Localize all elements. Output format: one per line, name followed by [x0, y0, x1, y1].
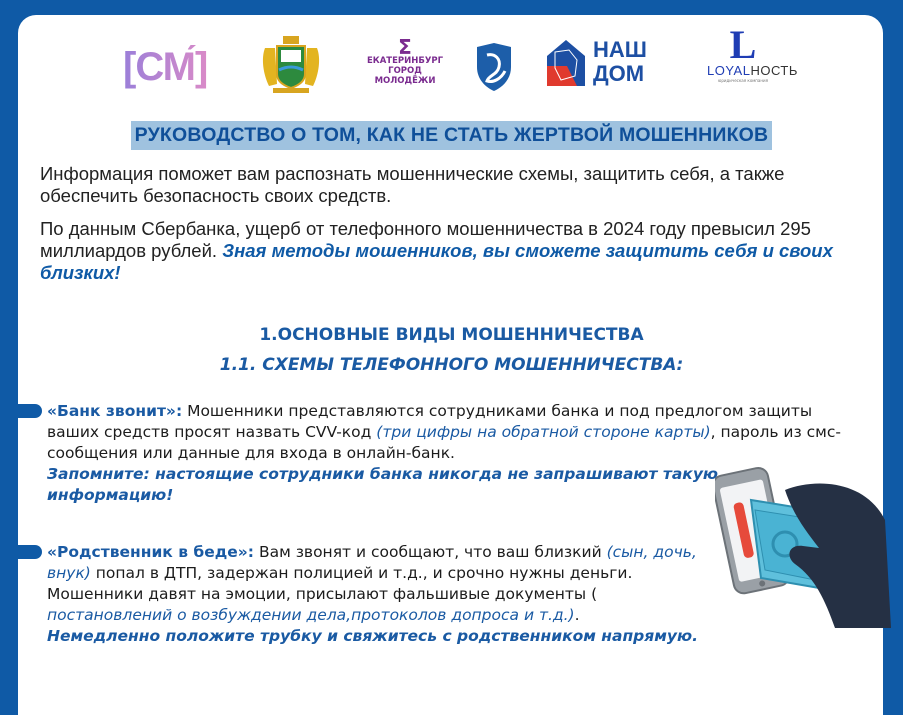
logo-ekaterinburg: Σ ЕКАТЕРИНБУРГ ГОРОД МОЛОДЁЖИ: [366, 35, 444, 86]
logo-loyalnost: L LOYALНОСТЬ юридическая компания: [707, 22, 798, 83]
subsection-heading: 1.1. СХЕМЫ ТЕЛЕФОННОГО МОШЕННИЧЕСТВА:: [219, 355, 684, 375]
section-heading: 1.ОСНОВНЫЕ ВИДЫ МОШЕННИЧЕСТВА: [259, 325, 644, 345]
scheme-bank-calls: «Банк звонит»: Мошенники представляются сотрудниками банка и под предлогом защиты ваших средств просят назвать CVV-код (три цифры на обратной стороне карты), пароль из смс-сообщения или данные для входа в онлайн-банк. Запомните: настоящие сотрудники банка никогда не запрашивают такую информацию!: [47, 402, 841, 504]
house-icon: [547, 40, 585, 86]
warning-text: Запомните: настоящие сотрудники банка никогда не запрашивают такую информацию!: [47, 465, 718, 504]
intro-paragraph-2: По данным Сбербанка, ущерб от телефонного мошенничества в 2024 году превысил 295 миллиардов рублей. Зная методы мошенников, вы сможете защитить себя и своих близких!: [40, 218, 833, 283]
page-title: РУКОВОДСТВО О ТОМ, КАК НЕ СТАТЬ ЖЕРТВОЙ МОШЕННИКОВ: [131, 121, 773, 150]
dove-shield-icon: [473, 41, 515, 93]
coat-of-arms-icon: [259, 34, 323, 94]
intro-paragraph-1: Информация поможет вам распознать мошеннические схемы, защитить себя, а также обеспечить безопасность своих средств.: [40, 163, 785, 206]
bullet-marker: [18, 545, 42, 559]
bullet-marker: [18, 404, 42, 418]
warning-text: Немедленно положите трубку и свяжитесь с родственником напрямую.: [47, 627, 698, 645]
logo-sm: [СМ́]: [123, 45, 208, 89]
scheme-relative-in-trouble: «Родственник в беде»: Вам звонят и сообщают, что ваш близкий (сын, дочь, внук) попал в ДТП, задержан полицией и т.д., и срочно нужны деньги. Мошенники давят на эмоции, присылают фальшивые документы (постановлений о возбуждении дела,протоколов допроса и т.д.). Немедленно положите трубку и свяжитесь с родственником напрямую.: [47, 543, 698, 645]
partner-logos: [СМ́] Σ ЕКАТЕРИНБУРГ ГОРОД МОЛОДЁЖИ НАШ ДОМ L LOYALНОСТЬ юридическая компания: [0, 30, 903, 100]
